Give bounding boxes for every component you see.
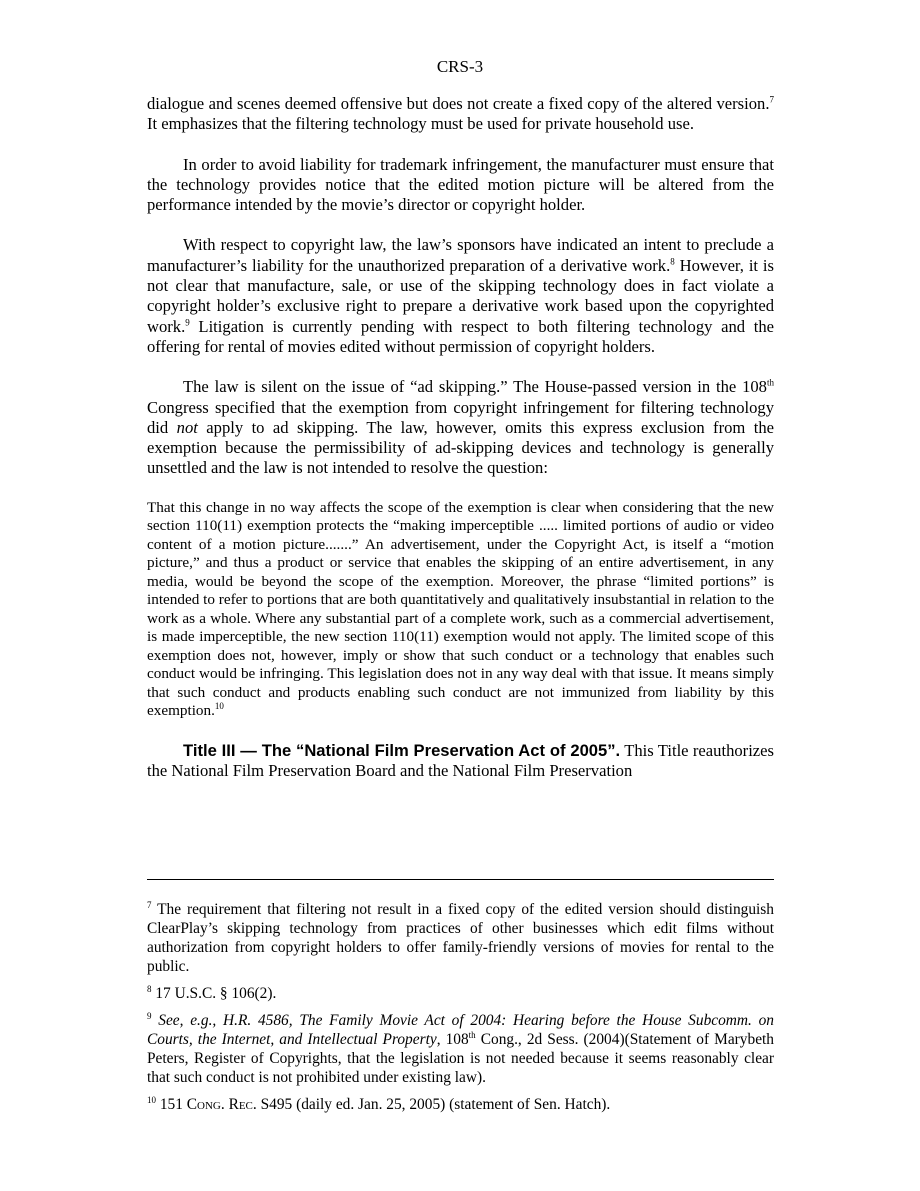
- section-heading: Title III — The “National Film Preservation Act of 2005”.: [183, 740, 621, 760]
- page-header: CRS-3: [436, 57, 484, 76]
- footnote-8: $^8$ 17 U.S.C. § 106(2).: [147, 983, 277, 1002]
- paragraph-4: The law is silent on the issue of “ad skipping.” The House-passed version in the 108th Congress specified that the exemption from copyright infringement for filtering technology did not apply to ad skipping. The law, however, omits this express exclusion from the exemption because the permissibility of ad-skipping devices and technology is generally unsettled and the law is not intended to resolve the question:: [147, 377, 774, 478]
- block-quote: That this change in no way affects the scope of the exemption is clear when considering that the new section 110(11) exemption protects the “making imperceptible ..... limited portions of audio or video content of a motion picture.......” An advertisement, under the Copyright Act, is itself a “motion picture,” and thus a product or service that enables the skipping of an entire advertisement, in any media, would be beyond the scope of the exemption. Moreover, the phrase “limited portions” is intended to refer to portions that are both quantitatively and qualitatively insubstantial in relation to the work as a whole. Where any substantial part of a complete work, such as a commercial advertisement, is made imperceptible, the new section 110(11) exemption would not apply. The limited scope of this exemption does not, however, imply or show that such conduct or a technology that enables such conduct would be infringing. This legislation does not in any way deal with that issue. It means simply that such conduct and products enabling such conduct are not immunized from liability by this exemption.$^{10}$: [147, 498, 774, 720]
- footnote-ref-10[interactable]: 10: [214, 701, 224, 712]
- footnote-ref-8[interactable]: 8: [670, 256, 675, 267]
- footnote-divider: [147, 879, 774, 880]
- paragraph-5: Title III — The “National Film Preservation Act of 2005”. This Title reauthorizes the National Film Preservation Board and the National Film Preservation: [147, 740, 774, 781]
- footnote-ref-7[interactable]: 7: [769, 94, 774, 105]
- body-text: [147, 94, 774, 801]
- paragraph-2: In order to avoid liability for trademark infringement, the manufacturer must ensure that the technology provides notice that the edited motion picture will be altered from the performance intended by the movie’s director or copyright holder.: [147, 154, 774, 215]
- paragraph-1: dialogue and scenes deemed offensive but does not create a fixed copy of the altered version.$^7$ It emphasizes that the filtering technology must be used for private household use.: [147, 94, 774, 134]
- footnote-10: $^{10}$ 151 Cong. Rec. S495 (daily ed. Jan. 25, 2005) (statement of Sen. Hatch).: [147, 1094, 611, 1113]
- footnote-7: $^7$ The requirement that filtering not result in a fixed copy of the edited version should distinguish ClearPlay’s skipping technology from practices of other businesses which edit films without authorization from copyright holders to offer family-friendly versions of movies for rental to the public.: [147, 899, 774, 975]
- footnotes: [147, 900, 774, 1122]
- paragraph-3: With respect to copyright law, the law’s sponsors have indicated an intent to preclude a manufacturer’s liability for the unauthorized preparation of a derivative work.$^8$ However, it is not clear that manufacture, sale, or use of the skipping technology does in fact violate a copyright holder’s exclusive right to prepare a derivative work based upon the copyrighted work.$^9$ Litigation is currently pending with respect to both filtering technology and the offering for rental of movies edited without permission of copyright holders.: [147, 235, 774, 356]
- footnote-9: $^9$ See, e.g., H.R. 4586, The Family Movie Act of 2004: Hearing before the House Subcomm. on Courts, the Internet, and Intellectual Property, 108th Cong., 2d Sess. (2004)(Statement of Marybeth Peters, Register of Copyrights, that the legislation is not needed because it seems reasonably clear that such conduct is not prohibited under existing law).: [147, 1010, 774, 1086]
- footnote-ref-9[interactable]: 9: [185, 317, 190, 328]
